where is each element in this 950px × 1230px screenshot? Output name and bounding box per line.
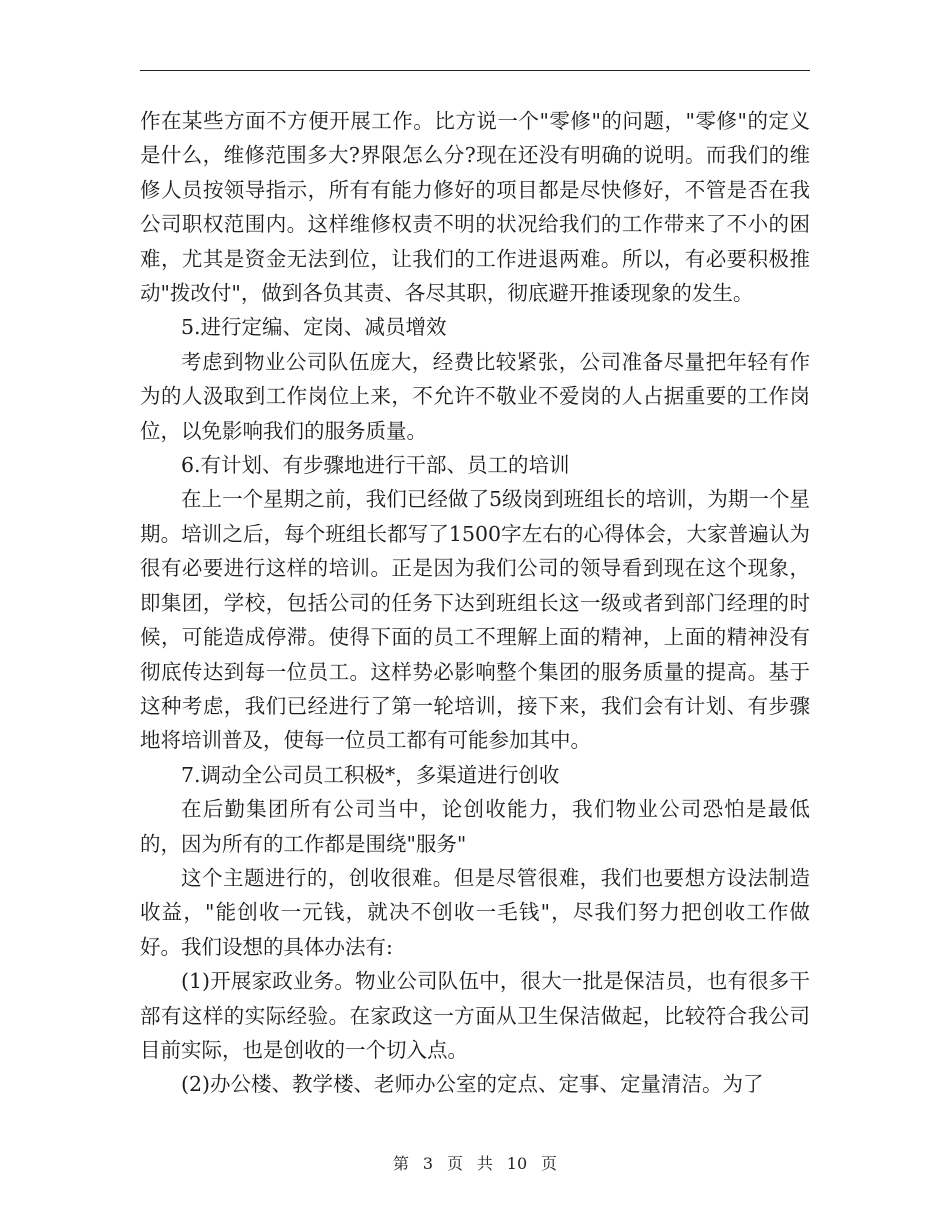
header-rule xyxy=(140,70,810,71)
list-item-1: (1)开展家政业务。物业公司队伍中，很大一批是保洁员，也有很多干部有这样的实际经验。在家政这一方面从卫生保洁做起，比较符合我公司目前实际，也是创收的一个切入点。 xyxy=(140,969,810,1062)
section-heading-6: 6.有计划、有步骤地进行干部、员工的培训 xyxy=(181,453,570,478)
paragraph: 在上一个星期之前，我们已经做了5级岗到班组长的培训，为期一个星期。培训之后，每个班组长都写了1500字左右的心得体会，大家普遍认为很有必要进行这样的培训。正是因为我们公司的领导看到现在这个现象，即集团，学校，包括公司的任务下达到班组长这一级或者到部门经理的时候，可能造成停滞。使得下面的员工不理解上面的精神，上面的精神没有彻底传达到每一位员工。这样势必影响整个集团的服务质量的提高。基于这种考虑，我们已经进行了第一轮培训，接下来，我们会有计划、有步骤地将培训普及，使每一位员工都有可能参加其中。 xyxy=(140,487,810,753)
paragraph: 在后勤集团所有公司当中，论创收能力，我们物业公司恐怕是最低的，因为所有的工作都是围绕"服务" xyxy=(140,797,810,856)
footer-unit-label-end: 页 xyxy=(541,1154,558,1173)
section-heading-5: 5.进行定编、定岗、减员增效 xyxy=(181,315,447,340)
footer-page-label: 第 xyxy=(392,1154,409,1173)
footer-total-pages: 10 xyxy=(506,1154,528,1173)
footer-current-page: 3 xyxy=(422,1154,434,1173)
list-item-2: (2)办公楼、教学楼、老师办公室的定点、定事、定量清洁。为了 xyxy=(181,1072,764,1097)
footer-unit-label: 页 xyxy=(446,1154,463,1173)
body-text xyxy=(140,104,810,1102)
section-heading-7: 7.调动全公司员工积极*，多渠道进行创收 xyxy=(181,762,560,787)
page-footer xyxy=(0,1153,950,1175)
paragraph: 这个主题进行的，创收很难。但是尽管很难，我们也要想方设法制造收益，"能创收一元钱，就决不创收一毛钱"，尽我们努力把创收工作做好。我们设想的具体办法有: xyxy=(140,865,810,959)
paragraph: 考虑到物业公司队伍庞大，经费比较紧张，公司准备尽量把年轻有作为的人汲取到工作岗位上来，不允许不敬业不爱岗的人占据重要的工作岗位，以免影响我们的服务质量。 xyxy=(140,349,810,443)
paragraph-continuation: 作在某些方面不方便开展工作。比方说一个"零修"的问题，"零修"的定义是什么，维修范围多大?界限怎么分?现在还没有明确的说明。而我们的维修人员按领导指示，所有有能力修好的项目都是尽快修好，不管是否在我公司职权范围内。这样维修权责不明的状况给我们的工作带来了不小的困难，尤其是资金无法到位，让我们的工作进退两难。所以，有必要积极推动"拨改付"，做到各负其责、各尽其职，彻底避开推诿现象的发生。 xyxy=(140,109,810,306)
footer-total-label: 共 xyxy=(476,1154,493,1173)
